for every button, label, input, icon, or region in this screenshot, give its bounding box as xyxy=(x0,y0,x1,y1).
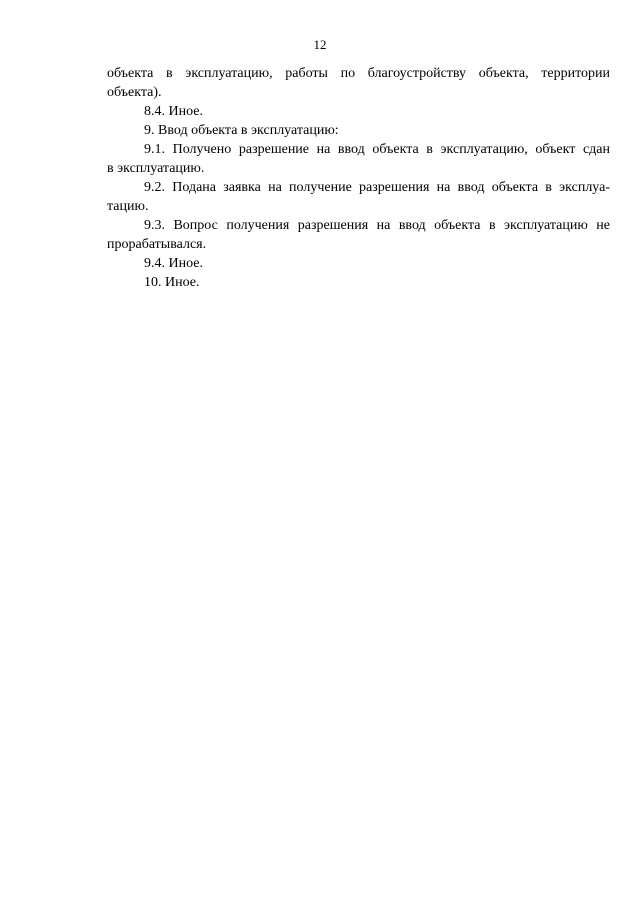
list-item-9-2 xyxy=(107,178,610,216)
text-line: прорабатывался. xyxy=(107,237,207,252)
list-item-8-4 xyxy=(107,102,610,121)
text-line: 9.4. Иное. xyxy=(144,256,203,271)
text-line: 9.3. Вопрос получения разрешения на ввод объекта в эксплуатацию не xyxy=(144,218,610,233)
list-item-10 xyxy=(107,273,610,292)
section-heading-9 xyxy=(107,121,610,140)
text-line: 8.4. Иное. xyxy=(144,104,203,119)
text-line: 9.2. Подана заявка на получение разрешения на ввод объекта в эксплуа- xyxy=(144,180,610,195)
text-line: 9.1. Получено разрешение на ввод объекта в эксплуатацию, объект сдан xyxy=(144,142,610,157)
paragraph-continuation xyxy=(107,64,610,102)
document-body xyxy=(107,64,610,292)
text-line: 10. Иное. xyxy=(144,275,200,290)
list-item-9-3 xyxy=(107,216,610,254)
text-line: 9. Ввод объекта в эксплуатацию: xyxy=(144,123,339,138)
list-item-9-4 xyxy=(107,254,610,273)
text-line: тацию. xyxy=(107,199,149,214)
text-line: объекта в эксплуатацию, работы по благоустройству объекта, территории xyxy=(107,66,610,81)
text-line: объекта). xyxy=(107,85,162,100)
text-line: в эксплуатацию. xyxy=(107,161,205,176)
page-number: 12 xyxy=(313,37,327,52)
list-item-9-1 xyxy=(107,140,610,178)
